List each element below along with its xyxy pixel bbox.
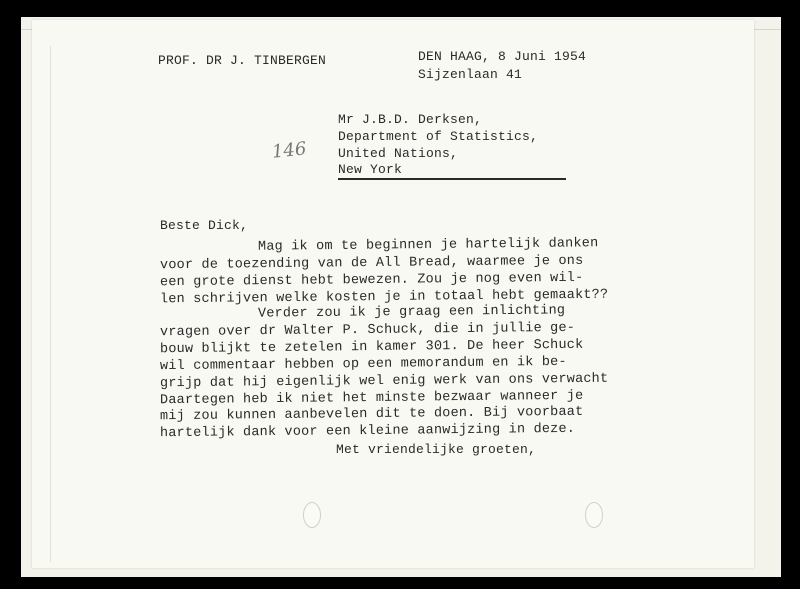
closing: Met vriendelijke groeten, — [336, 442, 537, 457]
handwritten-annotation: 146 — [270, 138, 308, 163]
recipient-line-city: New York — [338, 162, 403, 177]
body-line: grijp dat hij eigenlijk wel enig werk van ons verwacht — [159, 371, 609, 392]
body-line: len schrijven welke kosten je in totaal hebt gemaakt?? — [159, 287, 609, 308]
body-line: vragen over dr Walter P. Schuck, die in jullie ge- — [159, 320, 576, 341]
letter-date: DEN HAAG, 8 Juni 1954 — [418, 49, 587, 64]
punch-hole — [303, 502, 321, 528]
body-line: wil commentaar hebben op een memorandum en ik be- — [159, 354, 567, 375]
recipient-line-department: Department of Statistics, — [338, 129, 539, 144]
sender-street: Sijzenlaan 41 — [418, 67, 523, 82]
recipient-line-organization: United Nations, — [338, 146, 459, 161]
body-line: voor de toezending van de All Bread, waarmee je ons — [159, 253, 584, 274]
salutation: Beste Dick, — [160, 218, 249, 233]
sheet-margin-strip — [32, 46, 51, 562]
body-line: hartelijk dank voor een kleine aanwijzing in deze. — [159, 421, 576, 442]
body-line: Mag ik om te beginnen je hartelijk danken — [257, 236, 599, 255]
recipient-line-name: Mr J.B.D. Derksen, — [338, 112, 483, 127]
punch-hole — [585, 502, 603, 528]
body-line: Verder zou ik je graag een inlichting — [257, 303, 566, 322]
address-underline — [338, 178, 566, 180]
body-line: mij zou kunnen aanbevelen dit te doen. Bij voorbaat — [159, 404, 584, 425]
sender-name: PROF. DR J. TINBERGEN — [158, 53, 327, 68]
body-line: bouw blijkt te zetelen in kamer 301. De heer Schuck — [159, 337, 584, 358]
body-line: een grote dienst hebt bewezen. Zou je nog even wil- — [159, 270, 584, 291]
body-line: Daartegen heb ik niet het minste bezwaar wanneer je — [159, 388, 584, 409]
